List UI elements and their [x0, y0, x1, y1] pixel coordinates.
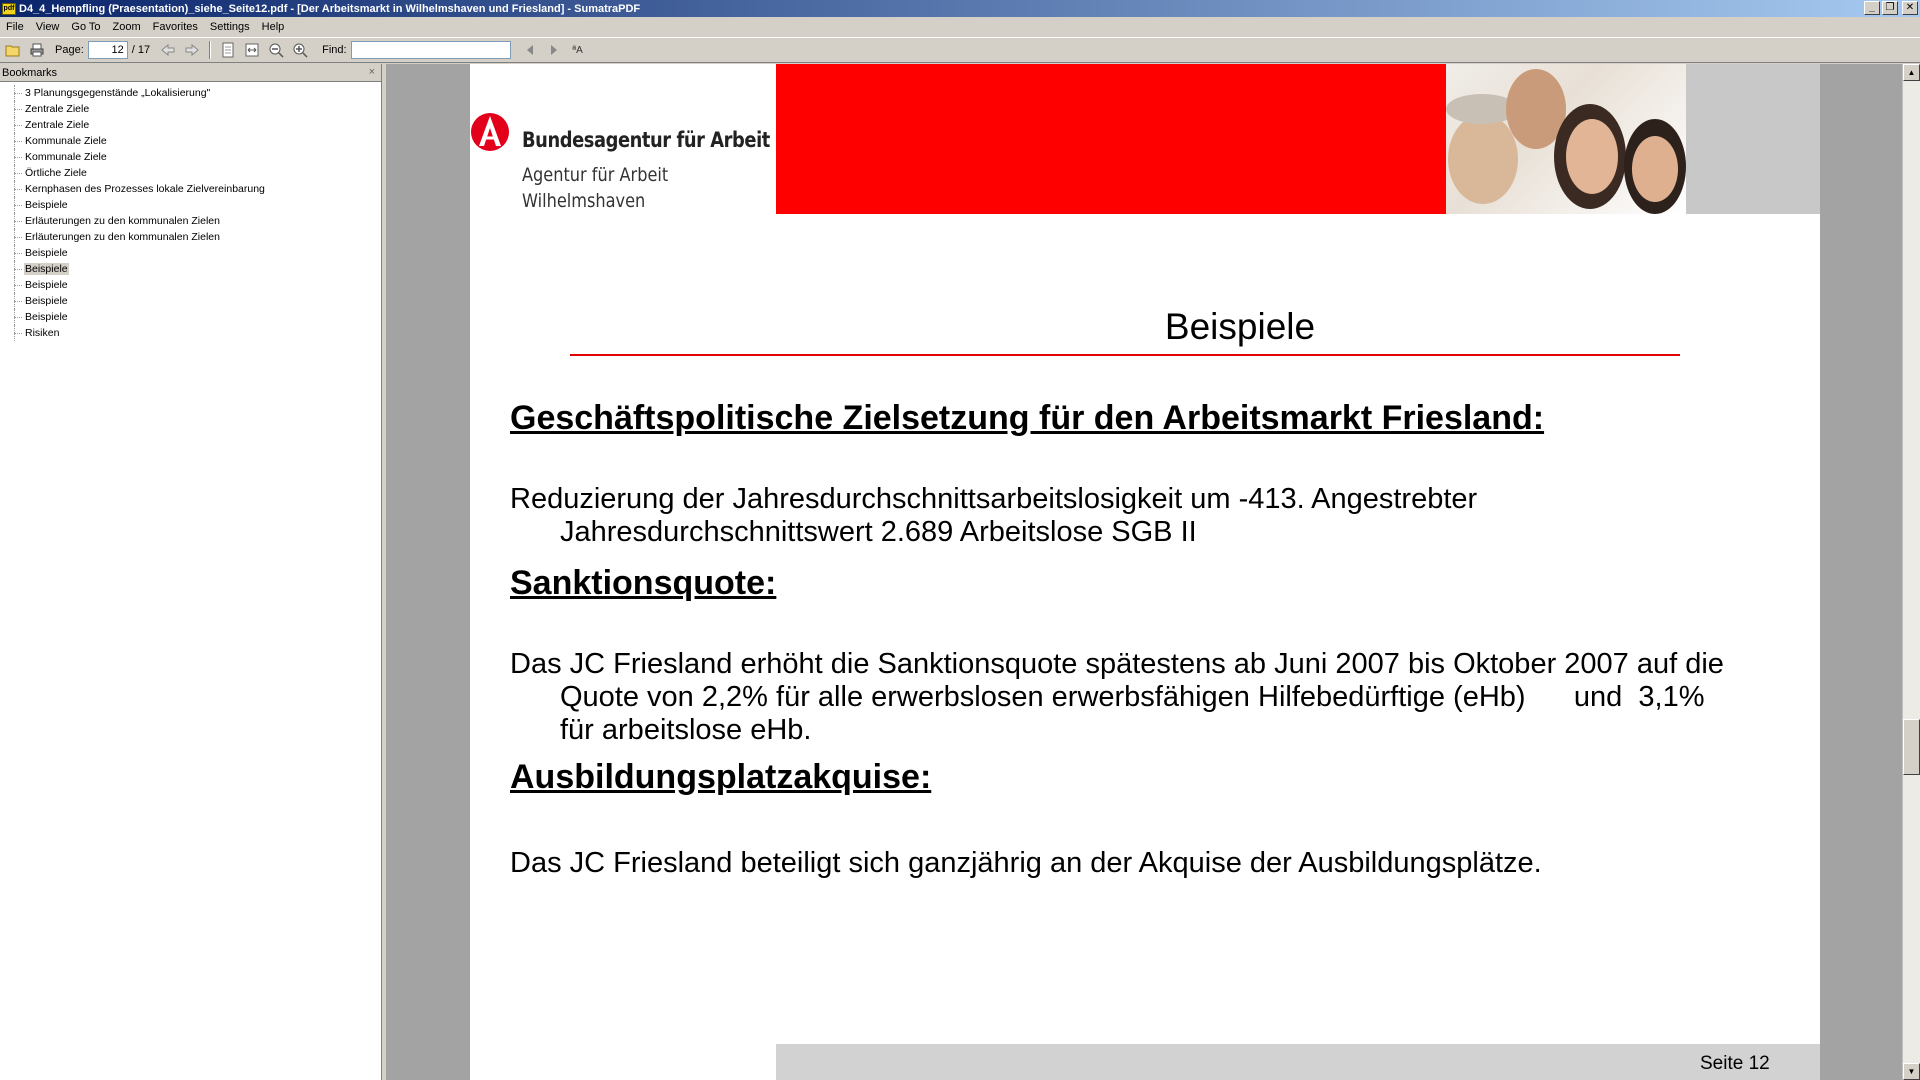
- text-line: Reduzierung der Jahresdurchschnittsarbeitslosigkeit um -413. Angestrebter: [510, 483, 1478, 515]
- page-label: Page:: [55, 44, 84, 56]
- menu-zoom[interactable]: Zoom: [112, 20, 141, 33]
- bookmark-item[interactable]: Erläuterungen zu den kommunalen Zielen: [0, 229, 381, 245]
- bookmarks-header: [0, 64, 381, 82]
- bookmarks-sidebar: [0, 64, 382, 1080]
- match-case-icon[interactable]: ªA: [572, 44, 583, 56]
- slide-title: Beispiele: [1164, 306, 1316, 347]
- section-text-zielsetzung: [510, 483, 1800, 549]
- toolbar: [0, 37, 1920, 63]
- menu-settings[interactable]: Settings: [209, 20, 250, 33]
- bookmark-list: [0, 82, 381, 341]
- section-heading-zielsetzung: Geschäftspolitische Zielsetzung für den Arbeitsmarkt Friesland:: [510, 399, 1545, 437]
- menu-help[interactable]: Help: [261, 20, 285, 33]
- window-controls: [1864, 1, 1918, 15]
- page-total: / 17: [131, 44, 151, 56]
- title-underline: [570, 354, 1680, 356]
- restore-button[interactable]: ❐: [1882, 1, 1898, 15]
- scroll-thumb[interactable]: [1903, 719, 1920, 775]
- find-previous-icon[interactable]: [521, 41, 539, 59]
- fit-page-icon[interactable]: [219, 41, 237, 59]
- text-line: Das JC Friesland erhöht die Sanktionsquote spätestens ab Juni 2007 bis Oktober 2007 auf die: [510, 648, 1724, 680]
- bookmark-item[interactable]: Zentrale Ziele: [0, 117, 381, 133]
- bookmark-item[interactable]: Kommunale Ziele: [0, 133, 381, 149]
- text-line: Quote von 2,2% für alle erwerbslosen erwerbsfähigen Hilfebedürftige (eHb) und 3,1%: [560, 681, 1705, 713]
- find-input[interactable]: [351, 41, 511, 59]
- section-text-sanktionsquote: [510, 648, 1800, 747]
- bookmark-item[interactable]: Kommunale Ziele: [0, 149, 381, 165]
- vertical-scrollbar[interactable]: [1902, 64, 1920, 1080]
- zoom-in-icon[interactable]: [291, 41, 309, 59]
- bookmark-item[interactable]: Zentrale Ziele: [0, 101, 381, 117]
- previous-page-icon[interactable]: [159, 41, 177, 59]
- sumatra-app-icon[interactable]: pdf: [2, 3, 16, 15]
- toolbar-separator: [209, 41, 211, 59]
- bookmark-item[interactable]: Beispiele: [0, 277, 381, 293]
- menu-favorites[interactable]: Favorites: [152, 20, 198, 33]
- header-gray-block: [1686, 64, 1820, 214]
- close-sidebar-icon[interactable]: ×: [368, 66, 375, 78]
- page-number-input[interactable]: [88, 41, 128, 59]
- fit-width-icon[interactable]: [243, 41, 261, 59]
- bookmark-item[interactable]: Kernphasen des Prozesses lokale Zielvereinbarung: [0, 181, 381, 197]
- open-icon[interactable]: [4, 41, 22, 59]
- minimize-button[interactable]: _: [1864, 1, 1880, 15]
- agency-logo: [470, 84, 780, 212]
- scroll-up-arrow[interactable]: ▲: [1903, 64, 1920, 81]
- menu-bar: [0, 17, 1920, 36]
- find-label: Find:: [322, 44, 347, 56]
- bookmark-item[interactable]: Beispiele: [0, 197, 381, 213]
- document-canvas[interactable]: [386, 64, 1902, 1080]
- pdf-page: [470, 64, 1820, 1080]
- next-page-icon[interactable]: [183, 41, 201, 59]
- text-line: Das JC Friesland beteiligt sich ganzjährig an der Akquise der Ausbildungsplätze.: [510, 847, 1542, 879]
- menu-view[interactable]: View: [35, 20, 60, 33]
- section-heading-sanktionsquote: Sanktionsquote:: [510, 564, 777, 602]
- title-bar: [0, 0, 1920, 17]
- brand-name: Bundesagentur für Arbeit: [522, 128, 770, 152]
- print-icon[interactable]: [28, 41, 46, 59]
- agency-logo-icon: [470, 108, 510, 156]
- brand-location: Wilhelmshaven: [522, 190, 646, 212]
- text-line: für arbeitslose eHb.: [560, 714, 812, 746]
- menu-goto[interactable]: Go To: [71, 20, 101, 33]
- bookmark-item[interactable]: Beispiele: [0, 293, 381, 309]
- bookmark-item[interactable]: Risiken: [0, 325, 381, 341]
- bookmark-item[interactable]: Beispiele: [0, 309, 381, 325]
- bookmark-item[interactable]: Erläuterungen zu den kommunalen Zielen: [0, 213, 381, 229]
- footer-bar: [776, 1044, 1680, 1080]
- people-photo: [1446, 64, 1686, 214]
- text-line: Jahresdurchschnittswert 2.689 Arbeitslose SGB II: [560, 516, 1197, 548]
- bookmark-item-selected[interactable]: Beispiele: [0, 261, 381, 277]
- scroll-down-arrow[interactable]: ▼: [1903, 1063, 1920, 1080]
- zoom-out-icon[interactable]: [267, 41, 285, 59]
- bookmark-item[interactable]: Örtliche Ziele: [0, 165, 381, 181]
- section-text-ausbildung: [510, 847, 1800, 880]
- footer-page-number: Seite 12: [1680, 1044, 1820, 1080]
- bookmarks-title: Bookmarks: [2, 66, 58, 79]
- bookmark-item[interactable]: Beispiele: [0, 245, 381, 261]
- section-heading-ausbildung: Ausbildungsplatzakquise:: [510, 758, 932, 796]
- window-title: D4_4_Hempfling (Praesentation)_siehe_Seite12.pdf - [Der Arbeitsmarkt in Wilhelmshaven und Friesland] - SumatraPDF: [19, 2, 641, 15]
- menu-file[interactable]: File: [6, 20, 24, 33]
- red-banner: [776, 64, 1446, 214]
- bookmark-item[interactable]: 3 Planungsgegenstände „Lokalisierung": [0, 85, 381, 101]
- close-button[interactable]: ✕: [1902, 1, 1918, 15]
- find-next-icon[interactable]: [545, 41, 563, 59]
- brand-subtitle: Agentur für Arbeit: [522, 164, 669, 186]
